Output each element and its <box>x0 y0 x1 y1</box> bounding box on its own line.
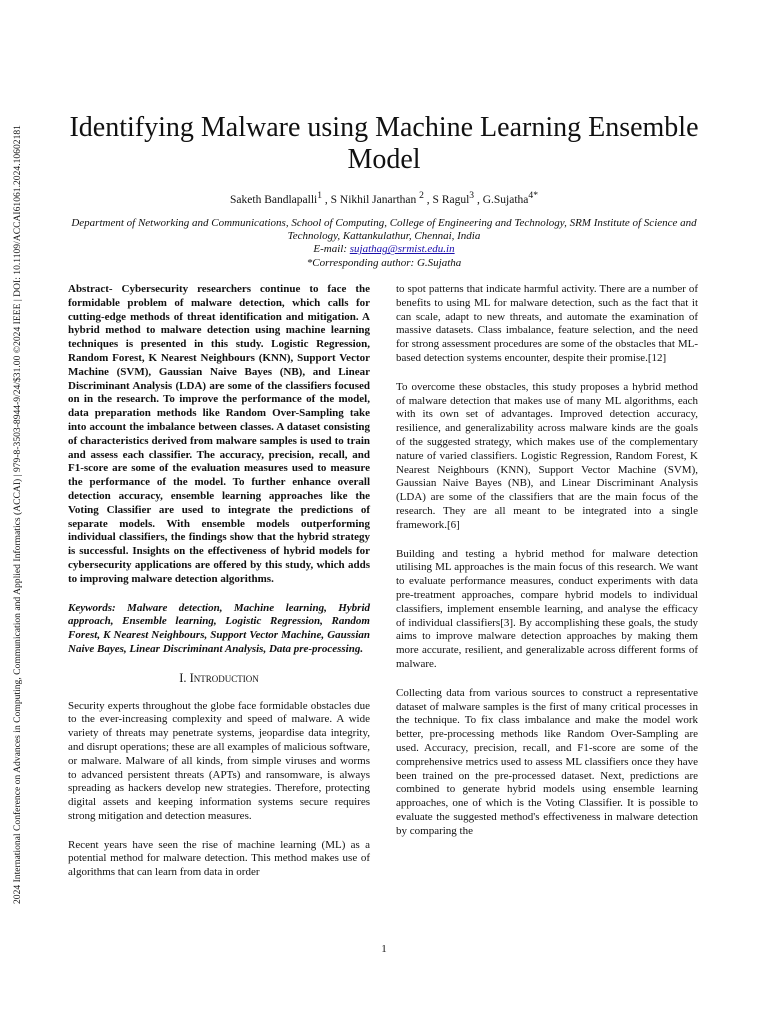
email-link[interactable]: sujathag@srmist.edu.in <box>349 243 455 256</box>
author-affil-mark: 1 <box>317 190 323 201</box>
body-paragraph: Security experts throughout the globe face formidable obstacles due to the ever-increasing complexity and speed of malware. A wide variety of threats may penetrate systems, jeopardise data integrity, and disrupt operations; these are all examples of malicious software, or malware. Malware of all kinds, from simple viruses and worms to advanced persistent threats (APTs) and ransomware, is always spreading as hackers develop new strategies. Therefore, protecting digital assets and keeping information systems secure requires strong mitigation and detection measures. <box>68 699 370 822</box>
paper-title: Identifying Malware using Machine Learning Ensemble Model <box>69 112 699 175</box>
author-name: Saketh Bandlapalli <box>230 193 318 206</box>
author-affil-mark: 2 <box>419 190 424 201</box>
section-heading-introduction <box>68 672 370 686</box>
left-column <box>68 283 370 895</box>
body-paragraph: To overcome these obstacles, this study proposes a hybrid method of malware detection that makes use of many ML algorithms, each with its own set of advantages. Improved detection accuracy, resilience, and generalizability across malware kinds are the goals of the suggested strategy, which makes use of the complementary nature of varied classifiers. Logistic Regression, Random Forest, K Nearest Neighbours (KNN), Support Vector Machine (SVM), Gaussian Naive Bayes (NB), and Linear Discriminant Analysis (LDA) are some of the classifiers that are the main focus of the research. They are all meant to be integrated into a single framework.[6] <box>396 380 698 531</box>
author-affil-mark: 3 <box>469 190 475 201</box>
conference-doi-note: 2024 International Conference on Advances in Computing, Communication and Applied Informatics (ACCAI) | 979-8-3503-8944-9/24/$31.00 ©2024 IEEE | DOI: 10.1109/ACCAI61061.2024.10602181 <box>12 125 23 904</box>
email-line <box>60 243 708 256</box>
affiliation-block <box>60 217 708 270</box>
abstract: Abstract- Cybersecurity researchers continue to face the formidable problem of malware detection, which calls for cutting-edge methods of threat identification and mitigation. A hybrid method to malware detection using machine learning techniques is presented in this study. Logistic Regression, Random Forest, K Nearest Neighbours (KNN), Support Vector Machine (SVM), Gaussian Naive Bayes (NB), and Linear Discriminant Analysis (LDA) are some of the classifiers focused on in the research. To improve the performance of the model, data preparation methods like Random Over-Sampling take into account the imbalance between classes. A dataset consisting of characteristics derived from malware samples is used to train and assess each classifier. The accuracy, precision, recall, and F1-score are some of the evaluation measures used to measure the performance of the model. To further enhance overall detection accuracy, ensemble learning approaches like the Voting Classifier are used to integrate the predictions of separate models. With ensemble models outperforming individual classifiers, the findings show that the hybrid strategy is successful. Insights on the effectiveness of hybrid models for cybersecurity applications are offered by this study, which adds to improving malware detection algorithms. <box>68 283 370 585</box>
body-paragraph: to spot patterns that indicate harmful activity. There are a number of benefits to using ML for malware detection, such as the fact that it can scale, adapt to new threats, and automate the examination of massive datasets. Class imbalance, feature selection, and the need for strong assessment procedures are some of the obstacles that ML-based detection systems encounter, despite their promise.[12] <box>396 283 698 364</box>
page-number: 1 <box>381 943 387 955</box>
email-label: E-mail: <box>313 243 350 256</box>
body-paragraph: Recent years have seen the rise of machine learning (ML) as a potential method for malware detection. This method makes use of algorithms that can learn from data in order <box>68 838 370 879</box>
author-name: S Ragul <box>432 193 470 206</box>
author-affil-mark: 4* <box>528 190 538 201</box>
keywords: Keywords: Malware detection, Machine learning, Hybrid approach, Ensemble learning, Logistic Regression, Random Forest, K Nearest Neighbours, Support Vector Machine, Gaussian Naive Bayes, Linear Discriminant Analysis, Data pre-processing. <box>68 601 370 655</box>
author-list: Saketh Bandlapalli$^1$ , S Nikhil Janarthan $^2$ , S Ragul$^3$ , G.Sujatha$^{4*}$ <box>230 190 538 206</box>
body-paragraph: Collecting data from various sources to construct a representative dataset of malware samples is the first of many critical processes in the technique. To fix class imbalance and make the model work better, pre-processing methods like Random Over-Sampling are used. Accuracy, precision, recall, and F1-score are some of the comprehensive metrics used to assess ML classifiers once they have been trained on the pre-processed dataset. Next, predictions are combined to generate hybrid models using ensemble learning approaches, one of which is the Voting Classifier. It is possible to evaluate the suggested method's effectiveness in malware detection by comparing the <box>396 686 698 837</box>
department: Department of Networking and Communications, School of Computing, College of Engineering and Technology, SRM Institute of Science and Technology, Kattankulathur, Chennai, India <box>71 217 697 243</box>
author-name: S Nikhil Janarthan <box>330 193 417 206</box>
body-paragraph: Building and testing a hybrid method for malware detection utilising ML approaches is the main focus of this research. We want to evaluate performance measures, conduct experiments with data pre-treatment approaches, compare hybrid models to individual classifiers, implement ensemble learning, and analyse the efficacy of individual classifiers[3]. By accomplishing these goals, the study aims to improve malware detection approaches by making them more accurate, resilient, and generalizable across different forms of malware. <box>396 547 698 670</box>
corresponding-author: *Corresponding author: G.Sujatha <box>306 256 462 269</box>
section-title: Introduction <box>189 670 259 685</box>
right-column <box>396 283 698 853</box>
section-number: I. <box>179 670 187 685</box>
author-name: G.Sujatha <box>482 193 529 206</box>
